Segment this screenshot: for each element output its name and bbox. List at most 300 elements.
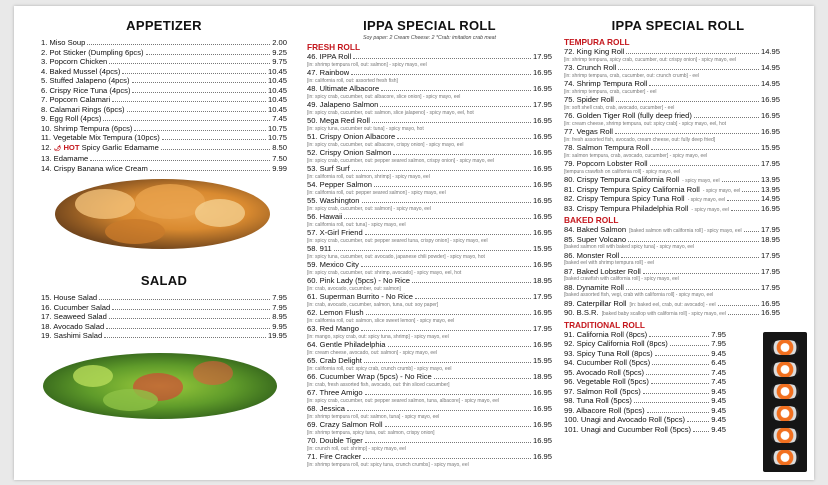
menu-item (564, 425, 726, 435)
dot-leader (344, 212, 531, 219)
dot-leader (361, 324, 531, 331)
tempura-roll-heading: TEMPURA ROLL (564, 37, 630, 47)
menu-item (564, 95, 780, 105)
menu-item (41, 133, 287, 143)
item-price: 9.45 (711, 405, 726, 415)
dot-leader (742, 185, 759, 192)
item-price: 7.45 (711, 377, 726, 386)
item-price: 17.95 (760, 159, 780, 168)
dot-leader (728, 308, 759, 315)
item-description: [in: california roll, out: assorted fresh fish] (307, 77, 398, 84)
menu-item (564, 63, 780, 73)
item-name: 18. Avocado Salad (41, 321, 105, 331)
item-price: 17.95 (532, 52, 552, 61)
menu-item (564, 358, 726, 368)
item-description: [in: spicy crab, cucumber, out: salmon] - spicy mayo, eel (307, 205, 431, 212)
item-price: 9.45 (711, 424, 726, 434)
dot-leader (90, 154, 270, 161)
dot-leader (646, 368, 709, 375)
dot-leader (434, 372, 531, 379)
item-name: 98. Tuna Roll (5pcs) (564, 396, 632, 405)
item-title: Spicy Garlic Edamame (81, 142, 159, 152)
menu-item (564, 175, 780, 185)
item-name: 76. Golden Tiger Roll (fully deep fried) (564, 111, 692, 120)
item-price: 7.95 (711, 339, 726, 348)
item-name: 61. Superman Burrito - No Rice (307, 292, 413, 301)
item-price: 7.45 (711, 367, 726, 377)
menu-item (307, 260, 552, 270)
item-price: 2.00 (272, 38, 287, 47)
item-price: 6.45 (711, 358, 726, 367)
dot-leader (146, 48, 271, 55)
item-name: 101. Unagi and Cucumber Roll (5pcs) (564, 424, 692, 434)
traditional-roll-heading: TRADITIONAL ROLL (564, 319, 645, 330)
item-price: 15.95 (760, 143, 780, 152)
item-name: 81. Crispy Tempura Spicy California Roll (564, 184, 700, 194)
item-description: [in: baked eel, crab, out: avocado] - eel (629, 301, 716, 308)
item-name: 75. Spider Roll (564, 95, 614, 104)
item-description: [in: shrimp tempura, spicy tuna, out: salmon, crispy onion] (307, 429, 435, 436)
dot-leader (727, 194, 759, 201)
item-name: 54. Pepper Salmon (307, 180, 373, 189)
item-name: 92. Spicy California Roll (8pcs) (564, 339, 668, 348)
item-description: - spicy mayo, eel (687, 197, 726, 203)
menu-item (41, 105, 287, 115)
item-description: [in: shrimp tempura, crab, cucumber, out: crunch crumb] - eel (564, 72, 700, 79)
menu-item (564, 299, 780, 309)
menu-item (307, 228, 552, 238)
menu-item (41, 331, 287, 341)
dot-leader (670, 339, 709, 346)
menu-item (307, 212, 552, 222)
menu-item (307, 308, 552, 318)
menu-item (41, 67, 287, 77)
menu-item (41, 154, 287, 164)
item-name: 87. Baked Lobster Roll (564, 266, 641, 276)
item-price: 14.95 (760, 63, 780, 72)
menu-item (307, 196, 552, 206)
item-price: 16.95 (532, 116, 552, 125)
dot-leader (363, 452, 531, 459)
item-name: 80. Crispy Tempura California Roll (564, 175, 680, 184)
menu-item (41, 48, 287, 58)
item-price: 9.45 (711, 348, 726, 358)
item-name: 79. Popcorn Lobster Roll (564, 159, 648, 168)
dot-leader (649, 79, 759, 86)
item-description: [in: crab, avocado, cucumber, out: salmon] (307, 285, 401, 292)
menu-item (41, 86, 287, 96)
menu-item (41, 114, 287, 124)
item-name: 63. Red Mango (307, 324, 359, 333)
item-price: 10.75 (267, 133, 287, 142)
item-price: 13.95 (760, 184, 780, 194)
item-description: [in: california roll, out: spicy crab, crunch crumb] - spicy mayo, eel (307, 365, 452, 372)
item-price: 19.95 (267, 331, 287, 340)
item-name: 72. King King Roll (564, 47, 625, 56)
item-price: 18.95 (532, 372, 552, 381)
item-name: 52. Crispy Onion Salmon (307, 148, 392, 157)
menu-item (564, 251, 780, 261)
item-description: [in: shrimp tempura, spicy crab, cucumber, out: crispy onion] - spicy mayo, eel (564, 56, 737, 63)
dot-leader (388, 340, 531, 347)
dot-leader (366, 308, 531, 315)
menu-item (307, 324, 552, 334)
menu-item (307, 164, 552, 174)
dot-leader (649, 330, 709, 337)
add-on-note: Soy paper: 2 Cream Cheese: 2 *Crab: imitation crab meat (363, 35, 496, 41)
dot-leader (132, 76, 266, 83)
item-description: [in: shrimp tempura roll, out: salmon] - spicy mayo, eel (307, 61, 427, 68)
tempura-roll-list (564, 47, 780, 213)
dot-leader (621, 251, 759, 258)
item-description: [in: spicy crab, cucumber, out: albacore, crispy onion] - spicy mayo, eel (307, 141, 464, 148)
dot-leader (109, 57, 270, 64)
dot-leader (361, 260, 531, 267)
item-name: 97. Salmon Roll (5pcs) (564, 386, 641, 396)
menu-item (41, 76, 287, 86)
item-name: 94. Cucumber Roll (5pcs) (564, 358, 651, 367)
menu-item (564, 406, 726, 416)
dot-leader (112, 303, 270, 310)
item-price: 17.95 (532, 100, 552, 109)
ippa-special-roll-column-2 (564, 6, 814, 480)
item-description: [in: spicy crab, cucumber, out: albacore, slice onion] - spicy mayo, eel (307, 93, 461, 100)
item-price: 16.95 (532, 132, 552, 141)
menu-item (41, 312, 287, 322)
dot-leader (651, 143, 759, 150)
item-name: 70. Double Tiger (307, 436, 363, 445)
item-price: 16.95 (760, 95, 780, 104)
dot-leader (647, 406, 710, 413)
menu-item (307, 68, 552, 78)
menu-item (564, 339, 726, 349)
item-name: 73. Crunch Roll (564, 63, 617, 72)
appetizer-list (41, 38, 287, 173)
item-description: [baked eel with shrimp tempura roll] - eel (564, 260, 655, 266)
menu-item (41, 57, 287, 67)
item-name: 89. Caterpillar Roll (564, 298, 627, 308)
item-name: 4. Baked Mussel (4pcs) (41, 66, 121, 76)
item-description: - spicy mayo, eel (691, 206, 729, 213)
dot-leader (643, 387, 709, 394)
item-price: 14.95 (760, 47, 780, 56)
menu-item (307, 84, 552, 94)
dot-leader (122, 67, 266, 74)
menu-item (307, 132, 552, 142)
item-price: 16.95 (532, 404, 552, 413)
item-name: 68. Jessica (307, 404, 345, 413)
dot-leader (687, 415, 709, 422)
item-name: 66. Cucumber Wrap (5pcs) - No Rice (307, 372, 432, 381)
dot-leader (651, 377, 709, 384)
item-name: 84. Baked Salmon (564, 225, 627, 234)
item-description: [in: salmon tempura, crab, avocado, cucumber] - spicy mayo, eel (564, 152, 708, 159)
item-name: 2. Pot Sticker (Dumpling 6pcs) (41, 47, 144, 57)
item-description: [in: spicy crab, cucumber, out: pepper seared salmon, crispy onion] - spicy mayo, eel (307, 157, 495, 164)
menu-item (564, 111, 780, 121)
menu-item (307, 148, 552, 158)
item-name: 99. Albacore Roll (5pcs) (564, 405, 645, 415)
item-description: [in: soft shell crab, crab, avocado, cucumber] - eel (564, 104, 675, 111)
menu-item (41, 124, 287, 134)
dot-leader (99, 293, 270, 300)
dot-leader (352, 164, 531, 171)
menu-item (564, 267, 780, 277)
dot-leader (393, 148, 531, 155)
item-price: 9.45 (711, 386, 726, 396)
item-price: 7.95 (272, 293, 287, 302)
item-price: 14.95 (760, 79, 780, 88)
menu-item (307, 356, 552, 366)
item-price: 10.45 (267, 85, 287, 95)
menu-item (41, 38, 287, 48)
dot-leader (628, 235, 759, 242)
ippa-title-1: IPPA SPECIAL ROLL (363, 18, 496, 33)
dot-leader (616, 95, 759, 102)
item-price: 17.95 (532, 324, 552, 333)
item-name: 88. Dynamite Roll (564, 282, 624, 292)
fresh-roll-list (307, 52, 552, 468)
item-price: 17.95 (532, 292, 552, 301)
item-description: [in: shrimp tempura, crab, cucumber] - eel (564, 88, 657, 95)
item-name: 78. Salmon Tempura Roll (564, 143, 650, 152)
dot-leader (364, 356, 531, 363)
menu-item (564, 377, 726, 387)
dot-leader (626, 283, 759, 290)
dot-leader (112, 95, 266, 102)
menu-item (564, 143, 780, 153)
item-name: 7. Popcorn Calamari (41, 95, 111, 104)
item-description: [baked baby scallop with california roll] - spicy mayo, eel (601, 311, 726, 317)
menu-item (307, 340, 552, 350)
item-description: [in: cream cheese, shrimp tempura, out: spicy crab] - spicy mayo, eel, hot (564, 120, 727, 127)
menu-item (307, 180, 552, 190)
item-price: 17.95 (760, 282, 780, 292)
item-name: 100. Unagi and Avocado Roll (5pcs) (564, 415, 686, 424)
item-price: 16.95 (532, 196, 552, 205)
item-description: [in: spicy tuna, cucumber out: tuna] - spicy mayo, hot (307, 125, 424, 132)
item-name: 3. Popcorn Chicken (41, 57, 108, 66)
item-name: 13. Edamame (41, 154, 89, 163)
dot-leader (150, 164, 270, 171)
item-description: [tempura crawfish on california roll] - spicy mayo, eel (564, 168, 681, 175)
menu-item (564, 225, 780, 235)
item-price: 9.45 (711, 396, 726, 405)
item-name: 6. Crispy Rice Tuna (4pcs) (41, 85, 131, 95)
item-price: 16.95 (532, 68, 552, 77)
item-price: 16.95 (532, 148, 552, 157)
dot-leader (362, 196, 531, 203)
item-name: 96. Vegetable Roll (5pcs) (564, 377, 649, 386)
menu-item (41, 303, 287, 313)
item-name: 65. Crab Delight (307, 356, 362, 365)
item-description: [in: spicy crab, cucumber, out: shrimp, avocado] - spicy mayo, eel, hot (307, 269, 462, 276)
menu-item (564, 349, 726, 359)
item-name: 74. Shrimp Tempura Roll (564, 79, 648, 88)
menu-item (564, 330, 726, 340)
menu-item (564, 159, 780, 169)
menu-item (307, 244, 552, 254)
item-price: 16.95 (532, 260, 552, 269)
item-price: 10.75 (267, 123, 287, 133)
item-price: 15.95 (532, 356, 552, 365)
salad-list (41, 293, 287, 341)
dot-leader (650, 159, 759, 166)
dot-leader (134, 124, 266, 131)
menu-item (41, 322, 287, 332)
menu-item (307, 276, 552, 286)
item-price: 16.95 (532, 420, 552, 429)
item-description: [in: crab, avocado, cucumber, salmon, tuna, out: soy paper] (307, 301, 439, 308)
item-price: 16.95 (760, 111, 780, 120)
dot-leader (132, 86, 266, 93)
item-name: 67. Three Amigo (307, 388, 363, 397)
ippa-special-roll-column-1 (307, 6, 552, 480)
item-name: 71. Fire Cracker (307, 452, 362, 461)
item-price: 7.95 (272, 302, 287, 312)
item-price: 8.50 (272, 142, 287, 152)
item-name: 90. B.S.R. (564, 308, 599, 317)
item-price: 16.95 (532, 308, 552, 317)
menu-item (564, 308, 780, 318)
item-description: [in: california roll, out: tuna] - spicy mayo, eel (307, 221, 406, 228)
item-description: [in: crunch roll, out: shrimp] - spicy mayo, eel (307, 445, 406, 452)
menu-item (564, 127, 780, 137)
item-price: 17.95 (760, 250, 780, 260)
appetizer-salad-column (41, 6, 287, 480)
item-description: [baked salmon roll with baked spicy tuna] - spicy mayo, eel (564, 244, 695, 250)
menu-item (307, 116, 552, 126)
menu-item (564, 283, 780, 293)
item-name: 55. Washington (307, 196, 360, 205)
item-price: 16.95 (532, 164, 552, 173)
item-price: 16.95 (532, 180, 552, 189)
fresh-roll-heading: FRESH ROLL (307, 42, 361, 52)
item-price: 16.95 (760, 298, 780, 308)
dot-leader (615, 127, 759, 134)
item-price: 16.95 (760, 127, 780, 136)
ippa-title-2: IPPA SPECIAL ROLL (611, 18, 745, 33)
item-price: 16.95 (532, 452, 552, 461)
item-name: 69. Crazy Salmon Roll (307, 420, 383, 429)
item-name (41, 143, 159, 155)
item-name: 62. Lemon Flush (307, 308, 364, 317)
dot-leader (618, 63, 759, 70)
item-description: [in: spicy crab, cucumber, out: pepper seared salmon, tuna, albacore] - spicy mayo, eel (307, 397, 500, 404)
item-number: 12. (41, 142, 52, 152)
item-name: 50. Mega Red Roll (307, 116, 370, 125)
item-price: 10.45 (267, 95, 287, 104)
menu-item (307, 452, 552, 462)
item-name: 11. Vegetable Mix Tempura (10pcs) (41, 133, 160, 142)
item-name: 77. Vegas Roll (564, 127, 613, 136)
item-description: [in: california roll, out: pepper seared salmon] - spicy mayo, eel (307, 189, 446, 196)
dot-leader (104, 331, 266, 338)
menu-item (307, 404, 552, 414)
chili-pepper-icon: 🌶 (53, 145, 62, 152)
item-description: - spicy mayo, eel (682, 178, 720, 184)
dot-leader (694, 111, 759, 118)
menu-item (41, 143, 287, 155)
dot-leader (634, 396, 709, 403)
menu-item (564, 415, 726, 425)
item-price: 9.75 (272, 57, 287, 66)
sushi-plate-photo (763, 332, 807, 472)
dot-leader (103, 114, 270, 121)
menu-item (307, 52, 552, 62)
item-description: [baked assorted fish, vegi, crab with california roll] - spicy mayo, eel (564, 292, 714, 298)
item-name: 83. Crispy Tempura Philadelphia Roll (564, 203, 689, 213)
item-description: [in: shrimp tempura roll, out: spicy tuna, crunch crumbs] - spicy mayo, eel (307, 461, 469, 468)
item-name: 9. Egg Roll (4pcs) (41, 114, 102, 123)
item-name: 91. California Roll (8pcs) (564, 329, 648, 339)
item-price: 16.95 (760, 308, 780, 317)
item-name: 59. Mexico City (307, 260, 359, 269)
item-price: 9.99 (272, 163, 287, 173)
item-name: 53. Surf Surf (307, 164, 350, 173)
item-name: 8. Calamari Rings (6pcs) (41, 104, 125, 114)
item-description: [in: shrimp tempura roll, out: salmon, tuna] - spicy mayo, eel (307, 413, 440, 420)
dot-leader (162, 133, 266, 140)
item-price: 9.45 (711, 415, 726, 424)
dot-leader (380, 100, 531, 107)
menu-item (41, 95, 287, 105)
item-description: [in: crab, fresh assorted fish, avocado, out: thin sliced cucumber] (307, 381, 450, 388)
dot-leader (381, 84, 531, 91)
dot-leader (655, 349, 710, 356)
dot-leader (397, 132, 531, 139)
dot-leader (351, 68, 531, 75)
menu-item (564, 204, 780, 214)
item-name: 58. 911 (307, 244, 332, 253)
dot-leader (693, 425, 709, 432)
item-name: 64. Gentle Philadelphia (307, 340, 386, 349)
menu-item (564, 185, 780, 195)
item-price: 7.45 (272, 114, 287, 123)
item-description: [in: mango, spicy crab, out: spicy tuna, shrimp] - spicy mayo, eel (307, 333, 449, 340)
menu-item (307, 100, 552, 110)
item-price: 10.45 (267, 66, 287, 76)
item-name: 14. Crispy Banana w/ice Cream (41, 163, 148, 173)
item-price: 10.45 (267, 104, 287, 114)
dot-leader (643, 267, 759, 274)
item-name: 51. Crispy Onion Albacore (307, 132, 396, 141)
item-name: 19. Sashimi Salad (41, 331, 103, 340)
dot-leader (106, 322, 270, 329)
dot-leader (385, 420, 531, 427)
item-description: [in: spicy crab, cucumber, out: salmon, slice jalapeno] - spicy mayo, eel, hot (307, 109, 474, 116)
item-price: 16.95 (532, 84, 552, 93)
item-name: 17. Seaweed Salad (41, 312, 107, 321)
item-name: 60. Pink Lady (5pcs) - No Rice (307, 276, 410, 285)
salad-title: SALAD (140, 273, 188, 288)
item-name: 46. IPPA Roll (307, 52, 352, 61)
item-name: 5. Stuffed Jalapeno (4pcs) (41, 76, 130, 85)
menu-item (564, 396, 726, 406)
menu-item (307, 420, 552, 430)
menu-item (564, 235, 780, 245)
menu-item (564, 387, 726, 397)
item-name: 86. Monster Roll (564, 250, 620, 260)
item-price: 16.95 (532, 436, 552, 445)
dot-leader (718, 299, 759, 306)
dot-leader (127, 105, 266, 112)
menu-item (564, 368, 726, 378)
item-description: [in: cream cheese, avocado, out: salmon] - spicy mayo, eel (307, 349, 438, 356)
menu-item (564, 79, 780, 89)
dot-leader (744, 225, 759, 232)
dot-leader (412, 276, 531, 283)
